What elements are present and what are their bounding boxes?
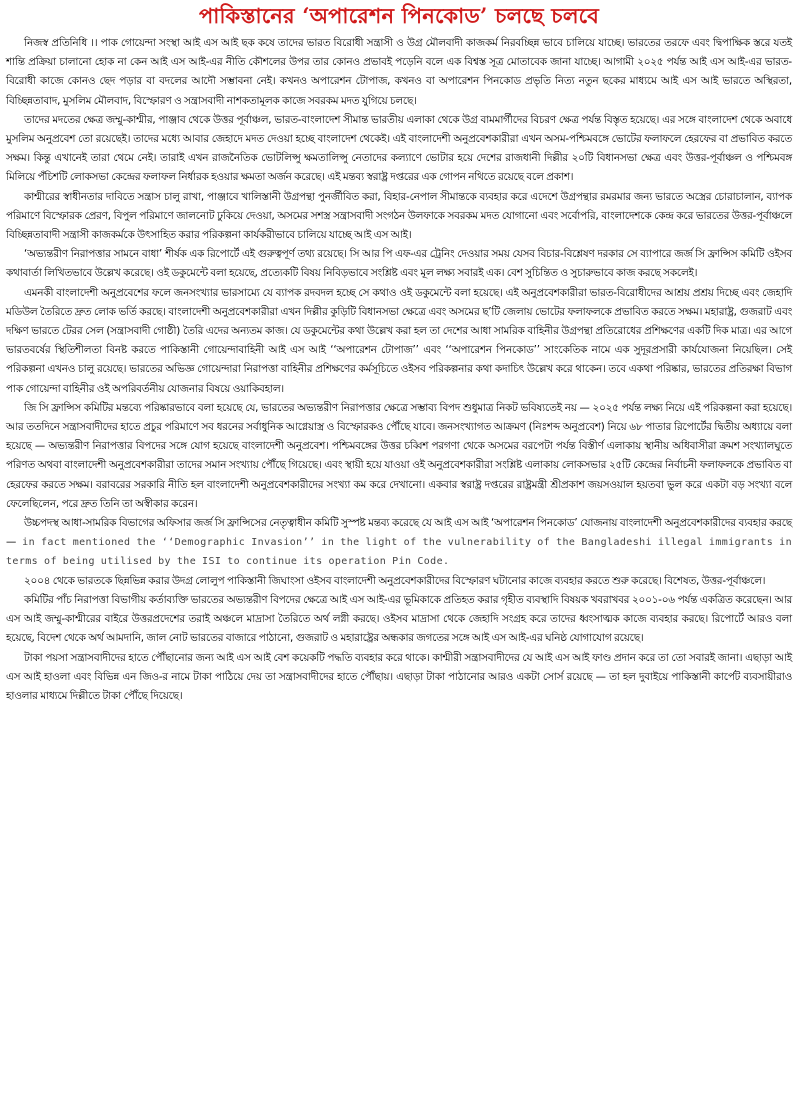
paragraph: তাদের মদতের ক্ষেত্র জম্মু-কাশ্মীর, পাঞ্জাব থেকে উত্তর পূর্বাঞ্চল, ভারত-বাংলাদেশ সীমান্ত ভারতীয় এলাকা থেকে উগ্র বামমার্গীদের বিচরণ ক্ষেত্র পর্যন্ত বিস্তৃত হয়েছে। এর সঙ্গে বাংলাদেশ থেকে অবাধে মুসলিম অনুপ্রবেশ তো রয়েছেই। তাদের মধ্যে আবার জেহাদে মদত দেওয়া হচ্ছে বাংলাদেশ থেকেই। এই বাংলাদেশী অনুপ্রবেশকারীরা এখন অসম-পশ্চিমবঙ্গে ভোটের ফলাফলে হেরফের বা প্রভাবিত করতে সক্ষম। কিন্তু এখানেই তারা থেমে নেই। তারাই এখন রাজনৈতিক ভোটলিপ্সু ক্ষমতালিপ্সু নেতাদের কল্যাণে ভোটার হয়ে দেশের রাজধানী দিল্লীর ২০টি বিধানসভা ক্ষেত্র এবং উত্তর-পূর্বাঞ্চল ও পশ্চিমবঙ্গ মিলিয়ে পঁচিশটি লোকসভা কেন্দ্রের ফলাফল নির্ধারক হওয়ার ক্ষমতা অর্জন করেছে। এই মন্তব্য স্বরাষ্ট্র দপ্তরের এক গোপন নথিতে রয়েছে বলে প্রকাশ। — [6, 113, 792, 184]
paragraph: এমনকী বাংলাদেশী অনুপ্রবেশের ফলে জনসংখ্যার ভারসাম্যে যে ব্যাপক রদবদল হচ্ছে সে কথাও ওই ডকুমেন্টে বলা হয়েছে। এই অনুপ্রবেশকারীরা ভারত-বিরোধীদের আশ্রয় প্রশ্রয় দিচ্ছে এবং জেহাদি মডিউল তৈরিতে দ্রুত লোক ভর্তি করছে। বাংলাদেশী অনুপ্রবেশকারীরা এখন দিল্লীর কুড়িটি বিধানসভা ক্ষেত্রে এবং অসমের ছ’টি জেলায় ভোটের ফলাফলকে প্রভাবিত করতে সক্ষম। মহারাষ্ট্র, গুজরাট এবং দক্ষিণ ভারতে টেরর সেল (সন্ত্রাসবাদী গোষ্ঠী) তৈরি এদের অন্যতম কাজ। যে ডকুমেন্টের কথা উল্লেখ করা হল তা দেশের আধা সামরিক বাহিনীর উগ্রপন্থা প্রতিরোধের প্রশিক্ষণের একটি দিক মাত্র। এর আগে ভারতবর্ষের স্থিতিশীলতা বিনষ্ট করতে পাকিস্তানী গোয়েন্দাবাহিনী আই এস আই ‘‘অপারেশন টোপাজ’’ এবং ‘‘অপারেশন পিনকোড’’ সাংকেতিক নামে এক সুদূরপ্রসারী কার্যযোজনা নিয়েছিল। সেই পরিকল্পনা এখনও চালু রয়েছে। ভারতের অভিজ্ঞ গোয়েন্দারা নিরাপত্তা বাহিনীর প্রশিক্ষণের কর্মসূচিতে ওইসব পরিকল্পনার কথা কদাচিৎ উল্লেখ করে থাকেন। তবে একথা পরিষ্কার, ভারতের প্রতিরক্ষা বিভাগ পাক গোয়েন্দা বাহিনীর ওই অপরিবর্তনীয় যোজনার বিষয়ে ওয়াকিবহাল। — [6, 286, 792, 395]
paragraph: ২০০৪ থেকে ভারতকে ছিন্নভিন্ন করার উদগ্র লোলুপ পাকিস্তানী জিঘাংসা ওইসব বাংলাদেশী অনুপ্রবেশকারীদের বিস্ফোরণ ঘটানোর কাজে ব্যবহার করতে শুরু করেছে। বিশেষত, উত্তর-পূর্বাঞ্চলে। — [24, 574, 766, 587]
paragraph: টাকা পয়সা সন্ত্রাসবাদীদের হাতে পৌঁছানোর জন্য আই এস আই বেশ কয়েকটি পদ্ধতি ব্যবহার করে থাকে। কাশ্মীরী সন্ত্রাসবাদীদের যে আই এস আই ফাণ্ড প্রদান করে তা তো সবারই জানা। এছাড়া আই এস আই হাওলা এবং বিভিন্ন এন জিও-র নামে টাকা পাঠিয়ে দেয় তা সন্ত্রাসবাদীদের হাতে পৌঁছায়। এছাড়া টাকা পাঠানোর আরও একটা সোর্স রয়েছে — তা হল দুবাইয়ে পাকিস্তানী কার্পেট ব্যবসায়ীরাও হাওলার মাধ্যমে দিল্লীতে টাকা পৌঁছে দিয়েছে। — [6, 651, 792, 702]
article-body — [6, 34, 792, 706]
bengali-text: উচ্চপদস্থ আধা-সামরিক বিভাগের অফিসার জর্জ সি ফ্রান্সিসের নেতৃত্বাধীন কমিটি সুস্পষ্ট মন্তব্য করেছে যে আই এস আই ‘অপারেশন পিনকোড’ যোজনায় বাংলাদেশী অনুপ্রবেশকারীদের ব্যবহার করছে — — [6, 517, 792, 549]
paragraph: জি সি ফ্রান্সিস কমিটির মন্তব্যে পরিষ্কারভাবে বলা হয়েছে যে, ভারতের অভ্যন্তরীণ নিরাপত্তার ক্ষেত্রে সম্ভাব্য বিপদ শুধুমাত্র নিকট ভবিষ্যতেই নয় — ২০২৫ পর্যন্ত লক্ষ্য নিয়ে এই পরিকল্পনা করা হয়েছে। আর ততদিনে সন্ত্রাসবাদীদের হাতে প্রচুর পরিমাণে সব ধরনের সর্বাধুনিক আগ্নেয়াস্ত্র ও বিস্ফোরকও পৌঁছে যাবে। জনসংখ্যাগত আক্রমণ (নিঃশব্দ অনুপ্রবেশ) নিয়ে ৬৮ পাতার রিপোর্টের দ্বিতীয় অধ্যায়ে বলা হয়েছে — অভ্যন্তরীণ নিরাপত্তার বিপদের সঙ্গে যোগ হয়েছে বাংলাদেশী অনুপ্রবেশ। পশ্চিমবঙ্গের উত্তর চব্বিশ পরগণা থেকে অসমের বরপেটা পর্যন্ত বিস্তীর্ণ এলাকায় স্থানীয় অধিবাসীরা ক্রমশ সংখ্যালঘুতে পরিণত অথবা বাংলাদেশী অনুপ্রবেশকারীরা তাদের সমান সংখ্যায় পৌঁছে গিয়েছে। এবং স্থায়ী হয়ে যাওয়া ওই অনুপ্রবেশকারীরা সংশ্লিষ্ট এলাকায় লোকসভার ২৫টি কেন্দ্রের নির্বাচনী ফলাফলকে প্রভাবিত বা হেরফের করতে সক্ষম। বরাবরের সরকারি নীতি হল বাংলাদেশী অনুপ্রবেশকারীদের সংখ্যা কম করে দেখানো। একবার স্বরাষ্ট্র দপ্তরের রাষ্ট্রমন্ত্রী শ্রীপ্রকাশ জয়সওয়াল হয়তবা ভুল করে একটা বড় সংখ্যা বলে ফেলেছিলেন, পরে দ্রুত তিনি তা অস্বীকার করেন। — [6, 401, 792, 510]
paragraph-intro: নিজস্ব প্রতিনিধি ।। পাক গোয়েন্দা সংস্থা আই এস আই ছক কষে তাদের ভারত বিরোধী সন্ত্রাসী ও উগ্র মৌলবাদী কাজকর্ম নিরবচ্ছিন্ন ভাবে চালিয়ে যাচ্ছে। ভারতের তরফে এবং দ্বিপাক্ষিক স্তরে যতই শান্তি প্রক্রিয়া চালানো হোক না কেন আই এস আই-এর নীতি কৌশলের উপর তার কোনও প্রভাবই পড়েনি বলে এক বিশ্বস্ত সূত্র মোতাবেক জানা যাচ্ছে। আগামী ২০২৫ পর্যন্ত আই এস আই-এর ভারত-বিরোধী কাজে কোনও ছেদ পড়ার বা বদলের আদৌ সম্ভাবনা নেই। কখনও অপারেশন টোপাজ, কখনও বা অপারেশন পিনকোড প্রভৃতি নিত্য নতুন ছকের মাধ্যমে আই এস আই ভারতে অস্থিরতা, বিচ্ছিন্নতাবাদ, মুসলিম মৌলবাদ, বিস্ফোরণ ও সন্ত্রাসবাদী নাশকতামূলক কাজে সবরকম মদত যুগিয়ে চলছে। — [6, 37, 792, 107]
english-quote: in fact mentioned the ‘‘Demographic Invasion’’ in the light of the vulnerability of the Bangladeshi illegal immigrants in terms of being utilised by the ISI to continue its operation Pin Code. — [6, 537, 792, 568]
paragraph: কাশ্মীরের স্বাধীনতার দাবিতে সন্ত্রাস চালু রাখা, পাঞ্জাবে খালিস্তানী উগ্রপন্থা পুনর্জীবিত করা, বিহার-নেপাল সীমান্তকে ব্যবহার করে এদেশে উগ্রপন্থার রমরমার জন্য ভারতে অস্ত্রের চোরাচালান, ব্যাপক পরিমাণে বিস্ফোরক প্রেরণ, বিপুল পরিমাণে জালনোট ঢুকিয়ে দেওয়া, অসমের সশস্ত্র সন্ত্রাসবাদী সংগঠন উলফাকে সবরকম মদত যোগানো এবং সর্বোপরি, বাংলাদেশকে কেন্দ্র করে ভারতের উত্তর-পূর্বাঞ্চলে বিচ্ছিন্নতাবাদী সন্ত্রাসী কাজকর্মকে উৎসাহিত করার পরিকল্পনা কার্যকরীভাবে চালিয়ে যাচ্ছে আই এস আই। — [6, 190, 792, 242]
headline: পাকিস্তানের ‘অপারেশন পিনকোড’ চলছে চলবে — [198, 3, 600, 28]
paragraph-mixed-language — [6, 514, 792, 572]
paragraph: ‘অভ্যন্তরীণ নিরাপত্তার সামনে বাধা’ শীর্ষক এক রিপোর্টে এই গুরুত্বপূর্ণ তথ্য রয়েছে। সি আর পি এফ-এর ট্রেনিং দেওয়ার সময় যেসব বিচার-বিশ্লেষণ দরকার সে ব্যাপারে জর্জ সি ফ্রান্সিস কমিটি ওইসব কথাবার্তা লিখিতভাবে উল্লেখ করেছে। ওই ডকুমেন্টে বলা হয়েছে, প্রত্যেকটি বিষয় নিবিড়ভাবে সংশ্লিষ্ট এবং মূল লক্ষ্য সবারই এক। বেশ সুচিন্তিত ও সুচারুভাবে কাজ করছে সকলেই। — [6, 248, 792, 280]
paragraph: কমিটির পাঁচ নিরাপত্তা বিভাগীয় কর্তাব্যক্তি ভারতের অভ্যন্তরীণ বিপদের ক্ষেত্রে আই এস আই-এর ভূমিকাকে প্রতিহত করার গৃহীত ব্যবস্থাদি বিষয়ক খবরাখবর ২০০১-০৬ পর্যন্ত একত্রিত করেছেন। আর এস আই জম্মু-কাশ্মীরের বাইরে উত্তরপ্রদেশের তরাই অঞ্চলে মাদ্রাসা তৈরিতে অর্থ লগ্নী করছে। ওইসব মাদ্রাসা থেকে জেহাদি সংগ্রহ করে তাদের ধ্বংসাত্মক কাজে ব্যবহার করছে। রিপোর্টে আরও বলা হয়েছে, বিদেশ থেকে অর্থ আমদানি, জাল নোট ভারতের বাজারে পাঠানো, গুজরাট ও মহারাষ্ট্রের অন্ধকার জগতের সঙ্গে আই এস আই-এর ঘনিষ্ঠ যোগাযোগ রয়েছে। — [6, 593, 792, 645]
